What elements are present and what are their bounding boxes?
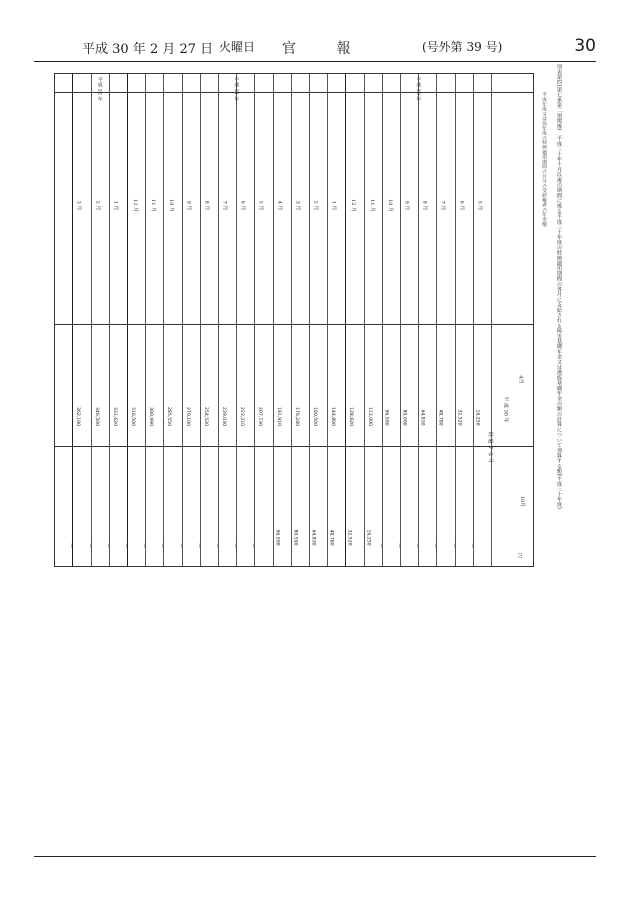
row-value-first: 207,730 (257, 406, 263, 426)
row-separator (291, 74, 292, 566)
row-value-second: — (377, 542, 383, 548)
row-month: 11 月 (150, 199, 157, 212)
header-date: 平成 30 年 2 月 27 日 (82, 42, 214, 57)
row-value-second: 16,250 (365, 529, 371, 546)
row-value-second: — (395, 542, 401, 548)
header-right-label: 経 過 す る 月 (487, 431, 494, 464)
row-value-second: 32,520 (346, 529, 352, 546)
row-value-second: 96,500 (274, 529, 280, 546)
year-group-label: 平成 32 年 (96, 77, 103, 102)
row-month: 2 月 (93, 200, 100, 211)
row-separator (182, 74, 183, 566)
row-month: 9 月 (184, 200, 191, 211)
row-month: 11 月 (368, 199, 375, 212)
row-value-second: — (122, 542, 128, 548)
header-page-number: 30 (574, 36, 596, 56)
row-separator (436, 74, 437, 566)
row-separator (473, 74, 474, 566)
row-value-second: 48,780 (328, 529, 334, 546)
row-month: 12 月 (131, 199, 138, 212)
row-value-second: 64,830 (310, 529, 316, 546)
row-separator (236, 74, 237, 566)
row-month: 8 月 (203, 200, 210, 211)
row-month: 3 月 (294, 200, 301, 211)
row-month: 1 月 (112, 200, 119, 211)
row-value-second: — (468, 542, 474, 548)
header-day: 火曜日 (219, 40, 256, 54)
row-value-first: 176,240 (293, 406, 299, 426)
header-heisei-label: 平 成 30 年 (502, 396, 509, 423)
row-separator (91, 74, 92, 566)
row-month: 7 月 (221, 200, 228, 211)
row-value-first: 316,500 (130, 406, 135, 426)
row-month: 6 月 (457, 200, 464, 211)
row-month: 7 月 (439, 200, 446, 211)
row-value-second: — (432, 542, 438, 548)
row-value-second: — (104, 542, 110, 548)
row-value-second: — (413, 542, 419, 548)
year-group-separator (345, 74, 346, 566)
page-header (34, 36, 596, 60)
row-value-second: — (250, 542, 256, 548)
row-value-first: 346,500 (93, 406, 99, 426)
row-value-second: — (177, 542, 183, 548)
rotated-table (54, 73, 534, 567)
row-month: 9 月 (403, 200, 410, 211)
row-month: 2 月 (312, 200, 319, 211)
row-month: 5 月 (257, 200, 264, 211)
row-value-first: 64,830 (419, 409, 425, 426)
row-value-first: 160,500 (312, 406, 317, 426)
row-separator (418, 74, 419, 566)
row-month: 4 月 (275, 200, 282, 211)
row-value-first: 32,520 (456, 409, 462, 426)
row-month: 1 月 (330, 200, 337, 211)
year-group-separator (72, 74, 73, 566)
row-value-first: 239,030 (221, 406, 226, 426)
header-paper-title: 官 報 (282, 41, 369, 57)
row-value-second: — (231, 542, 237, 548)
row-value-second: 80,590 (292, 529, 298, 546)
year-group-separator (127, 74, 128, 566)
table-caption: 別表第四(第七条第二項関係) 平成三十年十月以後の期間に係る平成三十年度の特例適用期間の各月に支給される障害基礎年金又は遺族基礎年金の額の計算について加算する額(平成三十年度) (556, 64, 562, 509)
header-month-start: 4月 (517, 375, 524, 384)
row-month: 10 月 (386, 199, 393, 212)
row-value-first: 16,250 (474, 409, 480, 426)
row-separator (254, 74, 255, 566)
row-separator (273, 74, 274, 566)
column-title: 平成年度又は前年度の特例適用期間の月分の受給権者の年金額 (541, 92, 546, 227)
row-month: 5 月 (476, 200, 483, 211)
row-value-second: — (140, 542, 146, 548)
row-value-first: 144,800 (330, 406, 336, 426)
row-separator (400, 74, 401, 566)
row-separator (309, 74, 310, 566)
row-value-second: — (86, 542, 92, 548)
row-month: 12 月 (350, 199, 357, 212)
header-block-separator (491, 74, 492, 566)
row-value-first: 48,780 (437, 409, 443, 426)
row-value-second: — (159, 542, 165, 548)
year-group-label: 平成 30 年 (415, 77, 422, 102)
row-separator (109, 74, 110, 566)
row-separator (327, 74, 328, 566)
row-value-first: 285,550 (166, 406, 172, 426)
row-month: 6 月 (239, 200, 246, 211)
row-value-first: 300,990 (148, 406, 154, 426)
row-separator (218, 74, 219, 566)
row-value-second: — (68, 542, 74, 548)
row-value-first: 362,190 (75, 406, 81, 426)
row-value-first: 254,520 (202, 406, 208, 426)
row-separator (364, 74, 365, 566)
header-issue-number: (号外第 39 号) (422, 40, 503, 54)
row-value-first: 331,620 (111, 406, 117, 426)
row-month: 3 月 (75, 200, 82, 211)
row-separator (163, 74, 164, 566)
row-value-first: 112,000 (366, 406, 372, 426)
row-value-second: — (450, 542, 456, 548)
row-value-first: 191,910 (275, 406, 281, 426)
row-separator (455, 74, 456, 566)
footer-rule (34, 856, 596, 857)
row-value-second: — (213, 542, 219, 548)
row-value-first: 96,500 (383, 409, 389, 426)
row-separator (382, 74, 383, 566)
year-group-label: 平成 31 年 (233, 77, 240, 102)
row-separator (145, 74, 146, 566)
row-value-first: 270,100 (184, 406, 190, 426)
row-value-first: 223,310 (239, 406, 245, 426)
header-rule (34, 61, 596, 62)
row-month: 10 月 (168, 199, 175, 212)
row-value-first: 80,000 (401, 409, 407, 426)
row-separator (200, 74, 201, 566)
row-month: 8 月 (421, 200, 428, 211)
row-value-first: 128,820 (348, 406, 354, 426)
header-unit: 円 (516, 552, 523, 559)
row-value-second: — (195, 542, 201, 548)
header-month-end: 10月 (519, 495, 526, 508)
